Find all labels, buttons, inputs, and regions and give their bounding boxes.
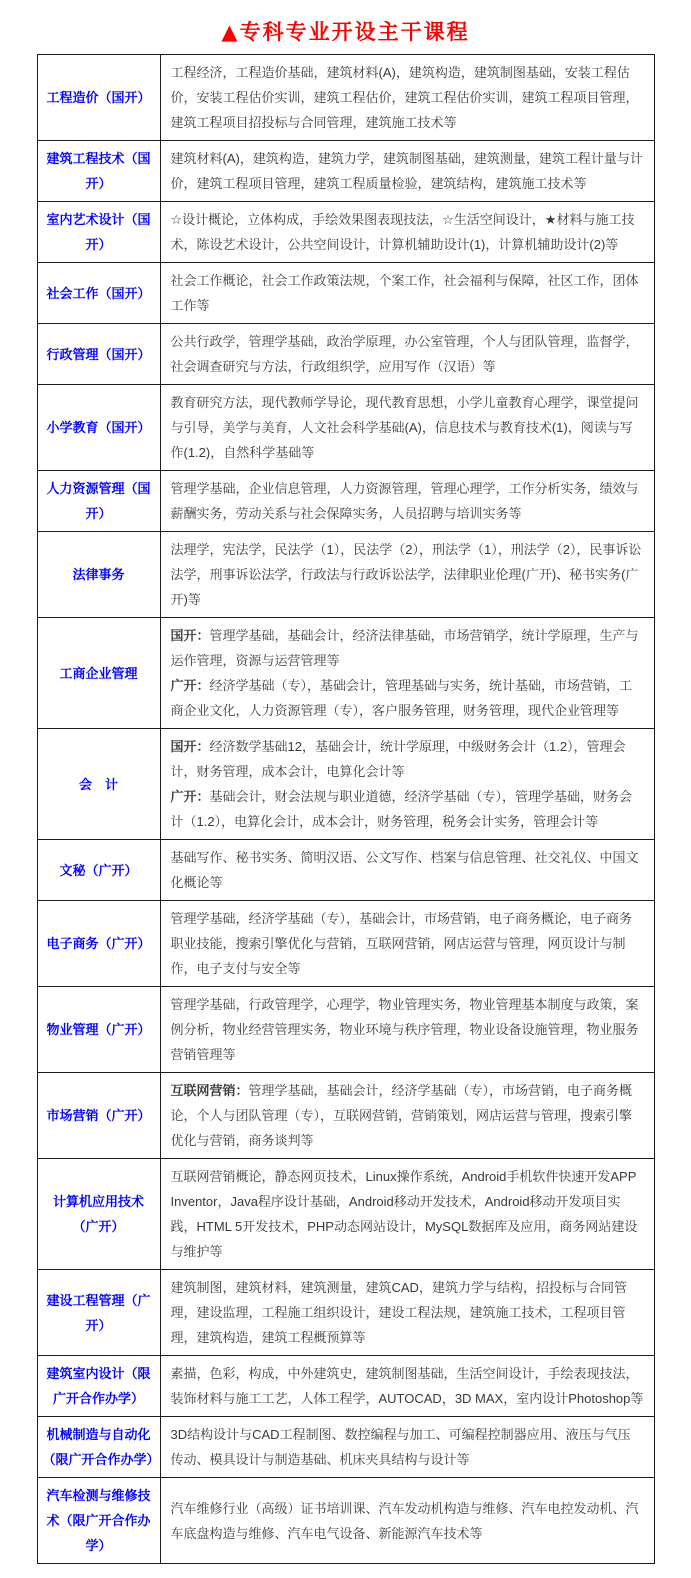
course-line-prefix: 国开： <box>170 628 210 643</box>
course-line: 国开：经济数学基础12，基础会计，统计学原理，中级财务会计（1.2），管理会计，财务管理，成本会计，电算化会计等 <box>170 739 626 779</box>
major-cell: 法律事务 <box>37 532 160 618</box>
major-cell: 电子商务（广开） <box>37 901 160 987</box>
courses-cell <box>160 1417 654 1478</box>
course-line: 素描，色彩，构成，中外建筑史，建筑制图基础，生活空间设计，手绘表现技法，装饰材料与施工工艺，人体工程学，AUTOCAD，3D MAX，室内设计Photoshop等 <box>170 1366 644 1406</box>
courses-cell <box>160 729 654 840</box>
major-cell: 工商企业管理 <box>37 618 160 729</box>
courses-cell <box>160 141 654 202</box>
course-line: 管理学基础，企业信息管理，人力资源管理，管理心理学，工作分析实务，绩效与薪酬实务，劳动关系与社会保障实务，人员招聘与培训实务等 <box>170 481 639 521</box>
course-line: 社会工作概论，社会工作政策法规，个案工作，社会福利与保障，社区工作，团体工作等 <box>170 273 639 313</box>
major-cell: 行政管理（国开） <box>37 324 160 385</box>
table-row <box>37 987 654 1073</box>
course-line: 广开：基础会计，财会法规与职业道德，经济学基础（专），管理学基础，财务会计（1.2），电算化会计，成本会计，财务管理，税务会计实务，管理会计等 <box>170 789 633 829</box>
major-cell: 汽车检测与维修技术（限广开合作办学） <box>37 1478 160 1564</box>
major-cell: 机械制造与自动化（限广开合作办学） <box>37 1417 160 1478</box>
course-line: 法理学，宪法学，民法学（1），民法学（2），刑法学（1），刑法学（2），民事诉讼法学，刑事诉讼法学，行政法与行政诉讼法学，法律职业伦理(广开)、秘书实务(广开)等 <box>170 542 642 607</box>
courses-cell <box>160 1478 654 1564</box>
courses-cell <box>160 987 654 1073</box>
courses-cell <box>160 1270 654 1356</box>
courses-cell <box>160 1073 654 1159</box>
course-line: 建筑制图，建筑材料，建筑测量，建筑CAD，建筑力学与结构，招投标与合同管理，建设监理，工程施工组织设计，建设工程法规，建筑施工技术，工程项目管理，建筑构造，建筑工程概预算等 <box>170 1280 627 1345</box>
major-cell: 文秘（广开） <box>37 840 160 901</box>
courses-table <box>37 54 655 1564</box>
table-row <box>37 1159 654 1270</box>
courses-cell <box>160 840 654 901</box>
major-cell: 工程造价（国开） <box>37 55 160 141</box>
courses-cell <box>160 618 654 729</box>
major-cell: 建筑室内设计（限广开合作办学） <box>37 1356 160 1417</box>
courses-cell <box>160 471 654 532</box>
course-table-body <box>37 55 654 1564</box>
course-line: 互联网营销概论，静态网页技术，Linux操作系统，Android手机软件快速开发APP Inventor，Java程序设计基础，Android移动开发技术，Android移动开发项目实践，HTML 5开发技术，PHP动态网站设计，MySQL数据库及应用，商务网站建设与维护等 <box>170 1169 638 1259</box>
course-line: 公共行政学，管理学基础，政治学原理，办公室管理，个人与团队管理，监督学，社会调查研究与方法，行政组织学，应用写作（汉语）等 <box>170 334 639 374</box>
course-line-prefix: 广开： <box>170 678 210 693</box>
table-row <box>37 1478 654 1564</box>
table-row <box>37 471 654 532</box>
major-cell: 市场营销（广开） <box>37 1073 160 1159</box>
major-cell: 社会工作（国开） <box>37 263 160 324</box>
courses-cell <box>160 532 654 618</box>
course-line-prefix: 广开： <box>170 789 210 804</box>
major-cell: 小学教育（国开） <box>37 385 160 471</box>
table-row <box>37 532 654 618</box>
course-line: 管理学基础，行政管理学，心理学，物业管理实务，物业管理基本制度与政策，案例分析，物业经营管理实务，物业环境与秩序管理，物业设备设施管理，物业服务营销管理等 <box>170 997 639 1062</box>
table-row <box>37 202 654 263</box>
courses-cell <box>160 324 654 385</box>
course-line: 国开：管理学基础，基础会计，经济法律基础，市场营销学，统计学原理，生产与运作管理，资源与运营管理等 <box>170 628 639 668</box>
courses-cell <box>160 1159 654 1270</box>
course-line: ☆设计概论，立体构成，手绘效果图表现技法，☆生活空间设计，★材料与施工技术，陈设艺术设计，公共空间设计，计算机辅助设计(1)，计算机辅助设计(2)等 <box>170 212 635 252</box>
page-title: ▲专科专业开设主干课程 <box>221 19 470 44</box>
courses-cell <box>160 385 654 471</box>
courses-cell <box>160 1356 654 1417</box>
table-row <box>37 1073 654 1159</box>
table-row <box>37 901 654 987</box>
course-line: 管理学基础，经济学基础（专），基础会计，市场营销，电子商务概论，电子商务职业技能，搜索引擎优化与营销，互联网营销，网店运营与管理，网页设计与制作，电子支付与安全等 <box>170 911 633 976</box>
table-row <box>37 1417 654 1478</box>
courses-cell <box>160 263 654 324</box>
course-line: 广开：经济学基础（专），基础会计，管理基础与实务，统计基础，市场营销，工商企业文化，人力资源管理（专），客户服务管理，财务管理，现代企业管理等 <box>170 678 633 718</box>
course-line: 工程经济，工程造价基础，建筑材料(A)，建筑构造，建筑制图基础，安装工程估价，安装工程估价实训，建筑工程估价，建筑工程估价实训，建筑工程项目管理，建筑工程项目招投标与合同管理，建筑施工技术等 <box>170 65 639 130</box>
table-row <box>37 1270 654 1356</box>
major-cell: 室内艺术设计（国开） <box>37 202 160 263</box>
course-line: 互联网营销：管理学基础，基础会计，经济学基础（专），市场营销，电子商务概论，个人与团队管理（专），互联网营销，营销策划，网店运营与管理，搜索引擎优化与营销，商务谈判等 <box>170 1083 633 1148</box>
table-row <box>37 141 654 202</box>
courses-cell <box>160 901 654 987</box>
major-cell: 建设工程管理（广开） <box>37 1270 160 1356</box>
courses-cell <box>160 55 654 141</box>
table-row <box>37 618 654 729</box>
courses-cell <box>160 202 654 263</box>
table-row <box>37 729 654 840</box>
course-line-prefix: 国开： <box>170 739 210 754</box>
course-line: 基础写作、秘书实务、简明汉语、公文写作、档案与信息管理、社交礼仪、中国文化概论等 <box>170 850 639 890</box>
table-row <box>37 263 654 324</box>
course-line-prefix: 互联网营销： <box>170 1083 249 1098</box>
table-row <box>37 385 654 471</box>
course-line: 建筑材料(A)，建筑构造，建筑力学，建筑制图基础，建筑测量，建筑工程计量与计价，建筑工程项目管理，建筑工程质量检验，建筑结构，建筑施工技术等 <box>170 151 643 191</box>
major-cell: 计算机应用技术（广开） <box>37 1159 160 1270</box>
major-cell: 会 计 <box>37 729 160 840</box>
table-row <box>37 324 654 385</box>
major-cell: 建筑工程技术（国开） <box>37 141 160 202</box>
course-line: 教育研究方法，现代教师学导论，现代教育思想，小学儿童教育心理学，课堂提问与引导，美学与美育，人文社会科学基础(A)，信息技术与教育技术(1)，阅读与写作(1.2)，自然科学基础等 <box>170 395 639 460</box>
table-row <box>37 1356 654 1417</box>
major-cell: 人力资源管理（国开） <box>37 471 160 532</box>
table-row <box>37 55 654 141</box>
table-row <box>37 840 654 901</box>
course-line: 汽车维修行业（高级）证书培训课、汽车发动机构造与维修、汽车电控发动机、汽车底盘构造与维修、汽车电气设备、新能源汽车技术等 <box>170 1500 639 1541</box>
major-cell: 物业管理（广开） <box>37 987 160 1073</box>
course-line: 3D结构设计与CAD工程制图、数控编程与加工、可编程控制器应用、液压与气压传动、模具设计与制造基础、机床夹具结构与设计等 <box>170 1427 631 1467</box>
